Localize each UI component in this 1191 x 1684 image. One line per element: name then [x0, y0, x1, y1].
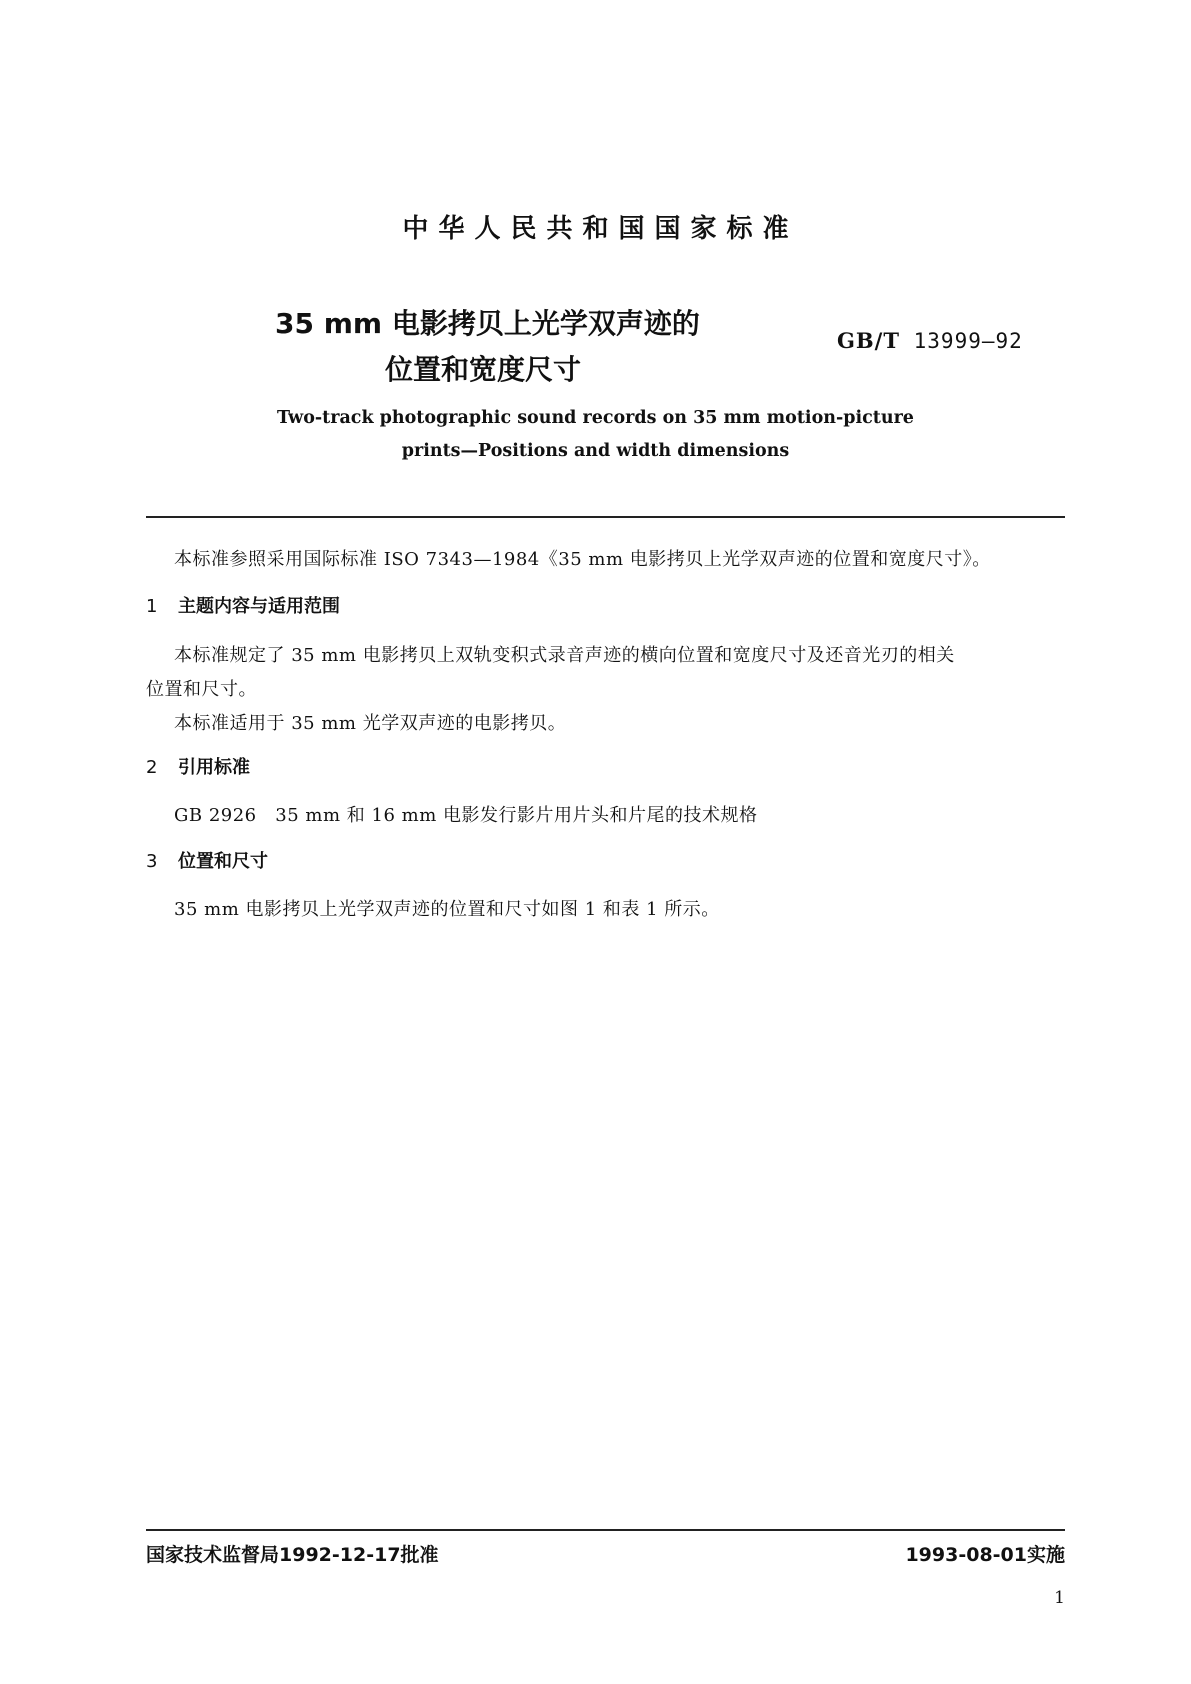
section-1-heading	[146, 592, 340, 618]
section-3-heading	[146, 847, 268, 873]
section-3-title: 位置和尺寸	[178, 851, 268, 872]
section-1-line-2: 位置和尺寸。	[146, 679, 257, 700]
implementation-date: 1993-08-01实施	[905, 1544, 1065, 1566]
title-cn-line1: 35 mm 电影拷贝上光学双声迹的	[275, 307, 700, 340]
section-2-line-1: GB 2926 35 mm 和 16 mm 电影发行影片用片头和片尾的技术规格	[174, 805, 758, 826]
standard-code: 13999—92	[913, 329, 1023, 353]
section-3-line-1: 35 mm 电影拷贝上光学双声迹的位置和尺寸如图 1 和表 1 所示。	[174, 899, 720, 920]
section-2-title: 引用标准	[178, 757, 250, 778]
section-1-line-1: 本标准规定了 35 mm 电影拷贝上双轨变积式录音声迹的横向位置和宽度尺寸及还音光刃的相关	[174, 645, 955, 666]
page-number: 1	[1054, 1588, 1065, 1608]
section-3-number: 3	[146, 851, 158, 872]
title-en-line2: prints—Positions and width dimensions	[401, 441, 790, 461]
section-1-line-3: 本标准适用于 35 mm 光学双声迹的电影拷贝。	[174, 713, 567, 734]
standard-prefix: GB/T	[837, 328, 900, 353]
national-standard-heading: 中华人民共和国国家标准	[402, 214, 799, 244]
section-2-number: 2	[146, 757, 158, 778]
intro-paragraph: 本标准参照采用国际标准 ISO 7343—1984《35 mm 电影拷贝上光学双声迹的位置和宽度尺寸》。	[174, 549, 991, 570]
section-1-number: 1	[146, 596, 158, 617]
title-en-line1: Two-track photographic sound records on 35 mm motion-picture	[277, 408, 914, 428]
bottom-divider	[146, 1529, 1065, 1531]
section-1-title: 主题内容与适用范围	[178, 596, 340, 617]
approval-date: 国家技术监督局1992-12-17批准	[146, 1544, 439, 1566]
standard-number	[837, 328, 1023, 353]
title-cn-line2: 位置和宽度尺寸	[385, 353, 582, 386]
top-divider	[146, 516, 1065, 518]
section-2-heading	[146, 753, 250, 779]
